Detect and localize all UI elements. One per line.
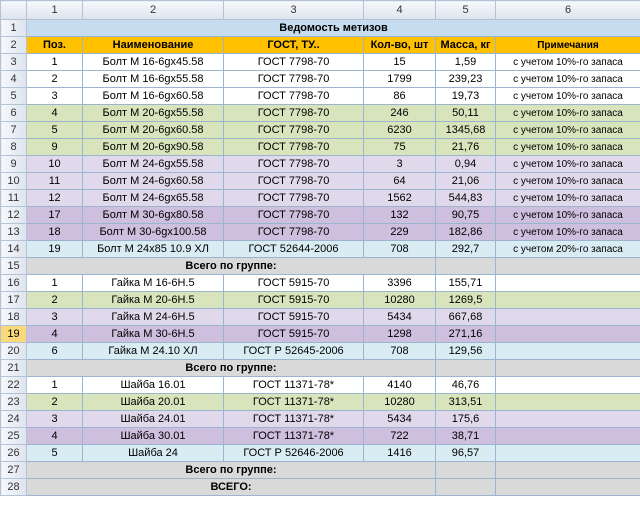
- cell-name[interactable]: Шайба 24: [83, 445, 224, 462]
- cell-position[interactable]: 3: [27, 309, 83, 326]
- table-row: [1, 275, 640, 292]
- cell-name[interactable]: Болт М 16-6gx45.58: [83, 54, 224, 71]
- subtotal-row: [1, 479, 640, 496]
- cell-standard[interactable]: ГОСТ 5915-70: [224, 292, 364, 309]
- cell-mass[interactable]: 292,7: [436, 241, 496, 258]
- row-header-27[interactable]: 27: [1, 462, 27, 479]
- cell-name[interactable]: Болт М 16-6gx60.58: [83, 88, 224, 105]
- table-row: [1, 207, 640, 224]
- cell-standard[interactable]: ГОСТ 7798-70: [224, 156, 364, 173]
- row-header-17[interactable]: 17: [1, 292, 27, 309]
- subtotal-row: [1, 258, 640, 275]
- cell-position[interactable]: 9: [27, 139, 83, 156]
- cell-standard[interactable]: ГОСТ 5915-70: [224, 309, 364, 326]
- cell-name[interactable]: Шайба 24.01: [83, 411, 224, 428]
- cell-mass[interactable]: 19,73: [436, 88, 496, 105]
- row-header-9[interactable]: 9: [1, 156, 27, 173]
- cell-standard[interactable]: ГОСТ 7798-70: [224, 105, 364, 122]
- cell-position[interactable]: 10: [27, 156, 83, 173]
- cell-name[interactable]: Гайка М 24-6Н.5: [83, 309, 224, 326]
- cell-notes[interactable]: [496, 445, 640, 462]
- cell-mass[interactable]: 50,11: [436, 105, 496, 122]
- cell-quantity[interactable]: 5434: [364, 411, 436, 428]
- row-header-22[interactable]: 22: [1, 377, 27, 394]
- cell-standard[interactable]: ГОСТ 11371-78*: [224, 394, 364, 411]
- subtotal-mass-cell[interactable]: [436, 258, 496, 275]
- table-row: [1, 241, 640, 258]
- cell-position[interactable]: 17: [27, 207, 83, 224]
- cell-position[interactable]: 5: [27, 445, 83, 462]
- row-header-15[interactable]: 15: [1, 258, 27, 275]
- cell-mass[interactable]: 0,94: [436, 156, 496, 173]
- row-header-7[interactable]: 7: [1, 122, 27, 139]
- cell-quantity[interactable]: 5434: [364, 309, 436, 326]
- cell-name[interactable]: Болт М 20-6gx90.58: [83, 139, 224, 156]
- cell-standard[interactable]: ГОСТ 7798-70: [224, 173, 364, 190]
- cell-position[interactable]: 4: [27, 326, 83, 343]
- cell-position[interactable]: 3: [27, 88, 83, 105]
- cell-mass[interactable]: 239,23: [436, 71, 496, 88]
- cell-name[interactable]: Гайка М 30-6Н.5: [83, 326, 224, 343]
- cell-notes[interactable]: с учетом 10%-го запаса: [496, 122, 640, 139]
- cell-quantity[interactable]: 708: [364, 343, 436, 360]
- cell-position[interactable]: 2: [27, 292, 83, 309]
- row-header-5[interactable]: 5: [1, 88, 27, 105]
- select-all-corner[interactable]: [1, 1, 27, 20]
- cell-standard[interactable]: ГОСТ 7798-70: [224, 190, 364, 207]
- cell-name[interactable]: Шайба 20.01: [83, 394, 224, 411]
- subtotal-label[interactable]: ВСЕГО:: [27, 479, 436, 496]
- cell-quantity[interactable]: 1416: [364, 445, 436, 462]
- subtotal-row: [1, 462, 640, 479]
- cell-quantity[interactable]: 15: [364, 54, 436, 71]
- cell-name[interactable]: Болт М 20-6gx60.58: [83, 122, 224, 139]
- subtotal-label[interactable]: Всего по группе:: [27, 258, 436, 275]
- cell-quantity[interactable]: 10280: [364, 292, 436, 309]
- table-row: [1, 190, 640, 207]
- table-row: [1, 343, 640, 360]
- cell-name[interactable]: Болт М 24x85 10.9 ХЛ: [83, 241, 224, 258]
- row-header-26[interactable]: 26: [1, 445, 27, 462]
- cell-name[interactable]: Болт М 20-6gx55.58: [83, 105, 224, 122]
- table-row: [1, 445, 640, 462]
- table-row: [1, 105, 640, 122]
- column-header-4[interactable]: 4: [364, 1, 436, 20]
- cell-standard[interactable]: ГОСТ Р 52645-2006: [224, 343, 364, 360]
- cell-quantity[interactable]: 229: [364, 224, 436, 241]
- table-row: [1, 71, 640, 88]
- row-header-14[interactable]: 14: [1, 241, 27, 258]
- header-cell-standard[interactable]: ГОСТ, ТУ..: [224, 37, 364, 54]
- cell-name[interactable]: Гайка М 16-6Н.5: [83, 275, 224, 292]
- cell-standard[interactable]: ГОСТ 5915-70: [224, 326, 364, 343]
- cell-mass[interactable]: 271,16: [436, 326, 496, 343]
- cell-notes[interactable]: [496, 309, 640, 326]
- table-row: [1, 224, 640, 241]
- cell-quantity[interactable]: 3396: [364, 275, 436, 292]
- cell-mass[interactable]: 46,76: [436, 377, 496, 394]
- cell-mass[interactable]: 1345,68: [436, 122, 496, 139]
- cell-notes[interactable]: с учетом 10%-го запаса: [496, 88, 640, 105]
- cell-notes[interactable]: с учетом 10%-го запаса: [496, 190, 640, 207]
- row-header-21[interactable]: 21: [1, 360, 27, 377]
- cell-quantity[interactable]: 75: [364, 139, 436, 156]
- column-header-3[interactable]: 3: [224, 1, 364, 20]
- sheet-title[interactable]: Ведомость метизов: [27, 20, 640, 37]
- header-cell-notes[interactable]: Примечания: [496, 37, 640, 54]
- cell-notes[interactable]: [496, 275, 640, 292]
- row-header-19[interactable]: 19: [1, 326, 27, 343]
- cell-notes[interactable]: [496, 394, 640, 411]
- cell-notes[interactable]: [496, 411, 640, 428]
- cell-name[interactable]: Болт М 24-6gx60.58: [83, 173, 224, 190]
- header-row: [1, 37, 640, 54]
- cell-standard[interactable]: ГОСТ 7798-70: [224, 207, 364, 224]
- cell-standard[interactable]: ГОСТ 7798-70: [224, 71, 364, 88]
- row-header-11[interactable]: 11: [1, 190, 27, 207]
- column-header-5[interactable]: 5: [436, 1, 496, 20]
- cell-standard[interactable]: ГОСТ 11371-78*: [224, 377, 364, 394]
- cell-notes[interactable]: с учетом 10%-го запаса: [496, 105, 640, 122]
- row-header-3[interactable]: 3: [1, 54, 27, 71]
- cell-notes[interactable]: с учетом 10%-го запаса: [496, 139, 640, 156]
- subtotal-notes-cell[interactable]: [496, 258, 640, 275]
- cell-position[interactable]: 11: [27, 173, 83, 190]
- table-row: [1, 411, 640, 428]
- cell-name[interactable]: Гайка М 20-6Н.5: [83, 292, 224, 309]
- cell-quantity[interactable]: 10280: [364, 394, 436, 411]
- cell-quantity[interactable]: 64: [364, 173, 436, 190]
- cell-mass[interactable]: 182,86: [436, 224, 496, 241]
- cell-name[interactable]: Болт М 30-6gx80.58: [83, 207, 224, 224]
- cell-standard[interactable]: ГОСТ 11371-78*: [224, 428, 364, 445]
- row-header-4[interactable]: 4: [1, 71, 27, 88]
- cell-mass[interactable]: 313,51: [436, 394, 496, 411]
- row-header-10[interactable]: 10: [1, 173, 27, 190]
- cell-mass[interactable]: 129,56: [436, 343, 496, 360]
- row-header-1[interactable]: 1: [1, 20, 27, 37]
- title-row: [1, 20, 640, 37]
- cell-name[interactable]: Болт М 24-6gx65.58: [83, 190, 224, 207]
- header-cell-position[interactable]: Поз.: [27, 37, 83, 54]
- cell-mass[interactable]: 667,68: [436, 309, 496, 326]
- subtotal-label[interactable]: Всего по группе:: [27, 462, 436, 479]
- cell-position[interactable]: 18: [27, 224, 83, 241]
- cell-quantity[interactable]: 1298: [364, 326, 436, 343]
- cell-quantity[interactable]: 708: [364, 241, 436, 258]
- row-header-24[interactable]: 24: [1, 411, 27, 428]
- table-row: [1, 309, 640, 326]
- row-header-8[interactable]: 8: [1, 139, 27, 156]
- subtotal-row: [1, 360, 640, 377]
- cell-position[interactable]: 4: [27, 428, 83, 445]
- table-row: [1, 156, 640, 173]
- cell-position[interactable]: 2: [27, 71, 83, 88]
- cell-quantity[interactable]: 722: [364, 428, 436, 445]
- column-header-6[interactable]: 6: [496, 1, 640, 20]
- column-header-2[interactable]: 2: [83, 1, 224, 20]
- table-row: [1, 326, 640, 343]
- cell-quantity[interactable]: 4140: [364, 377, 436, 394]
- cell-quantity[interactable]: 1562: [364, 190, 436, 207]
- table-row: [1, 377, 640, 394]
- subtotal-mass-cell[interactable]: [436, 462, 496, 479]
- subtotal-mass-cell[interactable]: [436, 360, 496, 377]
- cell-position[interactable]: 1: [27, 377, 83, 394]
- cell-standard[interactable]: ГОСТ 7798-70: [224, 139, 364, 156]
- cell-position[interactable]: 3: [27, 411, 83, 428]
- header-cell-name[interactable]: Наименование: [83, 37, 224, 54]
- cell-notes[interactable]: с учетом 20%-го запаса: [496, 241, 640, 258]
- cell-mass[interactable]: 544,83: [436, 190, 496, 207]
- cell-position[interactable]: 1: [27, 54, 83, 71]
- cell-standard[interactable]: ГОСТ 7798-70: [224, 54, 364, 71]
- row-header-13[interactable]: 13: [1, 224, 27, 241]
- subtotal-notes-cell[interactable]: [496, 479, 640, 496]
- cell-notes[interactable]: с учетом 10%-го запаса: [496, 71, 640, 88]
- cell-quantity[interactable]: 3: [364, 156, 436, 173]
- row-header-2[interactable]: 2: [1, 37, 27, 54]
- cell-name[interactable]: Болт М 30-6gx100.58: [83, 224, 224, 241]
- cell-standard[interactable]: ГОСТ 5915-70: [224, 275, 364, 292]
- cell-quantity[interactable]: 86: [364, 88, 436, 105]
- cell-notes[interactable]: с учетом 10%-го запаса: [496, 54, 640, 71]
- row-header-28[interactable]: 28: [1, 479, 27, 496]
- row-header-12[interactable]: 12: [1, 207, 27, 224]
- column-header-1[interactable]: 1: [27, 1, 83, 20]
- table-row: [1, 139, 640, 156]
- cell-mass[interactable]: 1,59: [436, 54, 496, 71]
- cell-position[interactable]: 2: [27, 394, 83, 411]
- cell-mass[interactable]: 155,71: [436, 275, 496, 292]
- cell-standard[interactable]: ГОСТ 52644-2006: [224, 241, 364, 258]
- cell-position[interactable]: 5: [27, 122, 83, 139]
- header-cell-mass[interactable]: Масса, кг: [436, 37, 496, 54]
- row-header-6[interactable]: 6: [1, 105, 27, 122]
- cell-position[interactable]: 19: [27, 241, 83, 258]
- cell-standard[interactable]: ГОСТ 7798-70: [224, 88, 364, 105]
- cell-position[interactable]: 1: [27, 275, 83, 292]
- cell-position[interactable]: 4: [27, 105, 83, 122]
- cell-notes[interactable]: [496, 326, 640, 343]
- table-row: [1, 173, 640, 190]
- cell-notes[interactable]: [496, 377, 640, 394]
- row-header-25[interactable]: 25: [1, 428, 27, 445]
- cell-notes[interactable]: [496, 292, 640, 309]
- subtotal-label[interactable]: Всего по группе:: [27, 360, 436, 377]
- cell-notes[interactable]: с учетом 10%-го запаса: [496, 207, 640, 224]
- cell-name[interactable]: Шайба 16.01: [83, 377, 224, 394]
- cell-position[interactable]: 6: [27, 343, 83, 360]
- subtotal-notes-cell[interactable]: [496, 462, 640, 479]
- cell-mass[interactable]: 38,71: [436, 428, 496, 445]
- cell-mass[interactable]: 175,6: [436, 411, 496, 428]
- cell-quantity[interactable]: 6230: [364, 122, 436, 139]
- cell-standard[interactable]: ГОСТ 7798-70: [224, 224, 364, 241]
- cell-quantity[interactable]: 1799: [364, 71, 436, 88]
- cell-standard[interactable]: ГОСТ 7798-70: [224, 122, 364, 139]
- cell-mass[interactable]: 90,75: [436, 207, 496, 224]
- cell-notes[interactable]: [496, 343, 640, 360]
- table-row: [1, 428, 640, 445]
- cell-notes[interactable]: с учетом 10%-го запаса: [496, 156, 640, 173]
- cell-name[interactable]: Гайка М 24.10 ХЛ: [83, 343, 224, 360]
- cell-quantity[interactable]: 132: [364, 207, 436, 224]
- row-header-18[interactable]: 18: [1, 309, 27, 326]
- row-header-20[interactable]: 20: [1, 343, 27, 360]
- cell-name[interactable]: Болт М 24-6gx55.58: [83, 156, 224, 173]
- table-row: [1, 122, 640, 139]
- cell-notes[interactable]: с учетом 10%-го запаса: [496, 224, 640, 241]
- subtotal-notes-cell[interactable]: [496, 360, 640, 377]
- cell-standard[interactable]: ГОСТ Р 52646-2006: [224, 445, 364, 462]
- cell-standard[interactable]: ГОСТ 11371-78*: [224, 411, 364, 428]
- header-cell-quantity[interactable]: Кол-во, шт: [364, 37, 436, 54]
- cell-name[interactable]: Шайба 30.01: [83, 428, 224, 445]
- cell-mass[interactable]: 21,76: [436, 139, 496, 156]
- table-row: [1, 88, 640, 105]
- cell-notes[interactable]: [496, 428, 640, 445]
- cell-quantity[interactable]: 246: [364, 105, 436, 122]
- table-row: [1, 292, 640, 309]
- row-header-23[interactable]: 23: [1, 394, 27, 411]
- row-header-16[interactable]: 16: [1, 275, 27, 292]
- subtotal-mass-cell[interactable]: [436, 479, 496, 496]
- cell-mass[interactable]: 21,06: [436, 173, 496, 190]
- cell-mass[interactable]: 1269,5: [436, 292, 496, 309]
- column-header-row: [1, 1, 640, 20]
- cell-name[interactable]: Болт М 16-6gx55.58: [83, 71, 224, 88]
- cell-notes[interactable]: с учетом 10%-го запаса: [496, 173, 640, 190]
- cell-mass[interactable]: 96,57: [436, 445, 496, 462]
- table-row: [1, 394, 640, 411]
- cell-position[interactable]: 12: [27, 190, 83, 207]
- table-row: [1, 54, 640, 71]
